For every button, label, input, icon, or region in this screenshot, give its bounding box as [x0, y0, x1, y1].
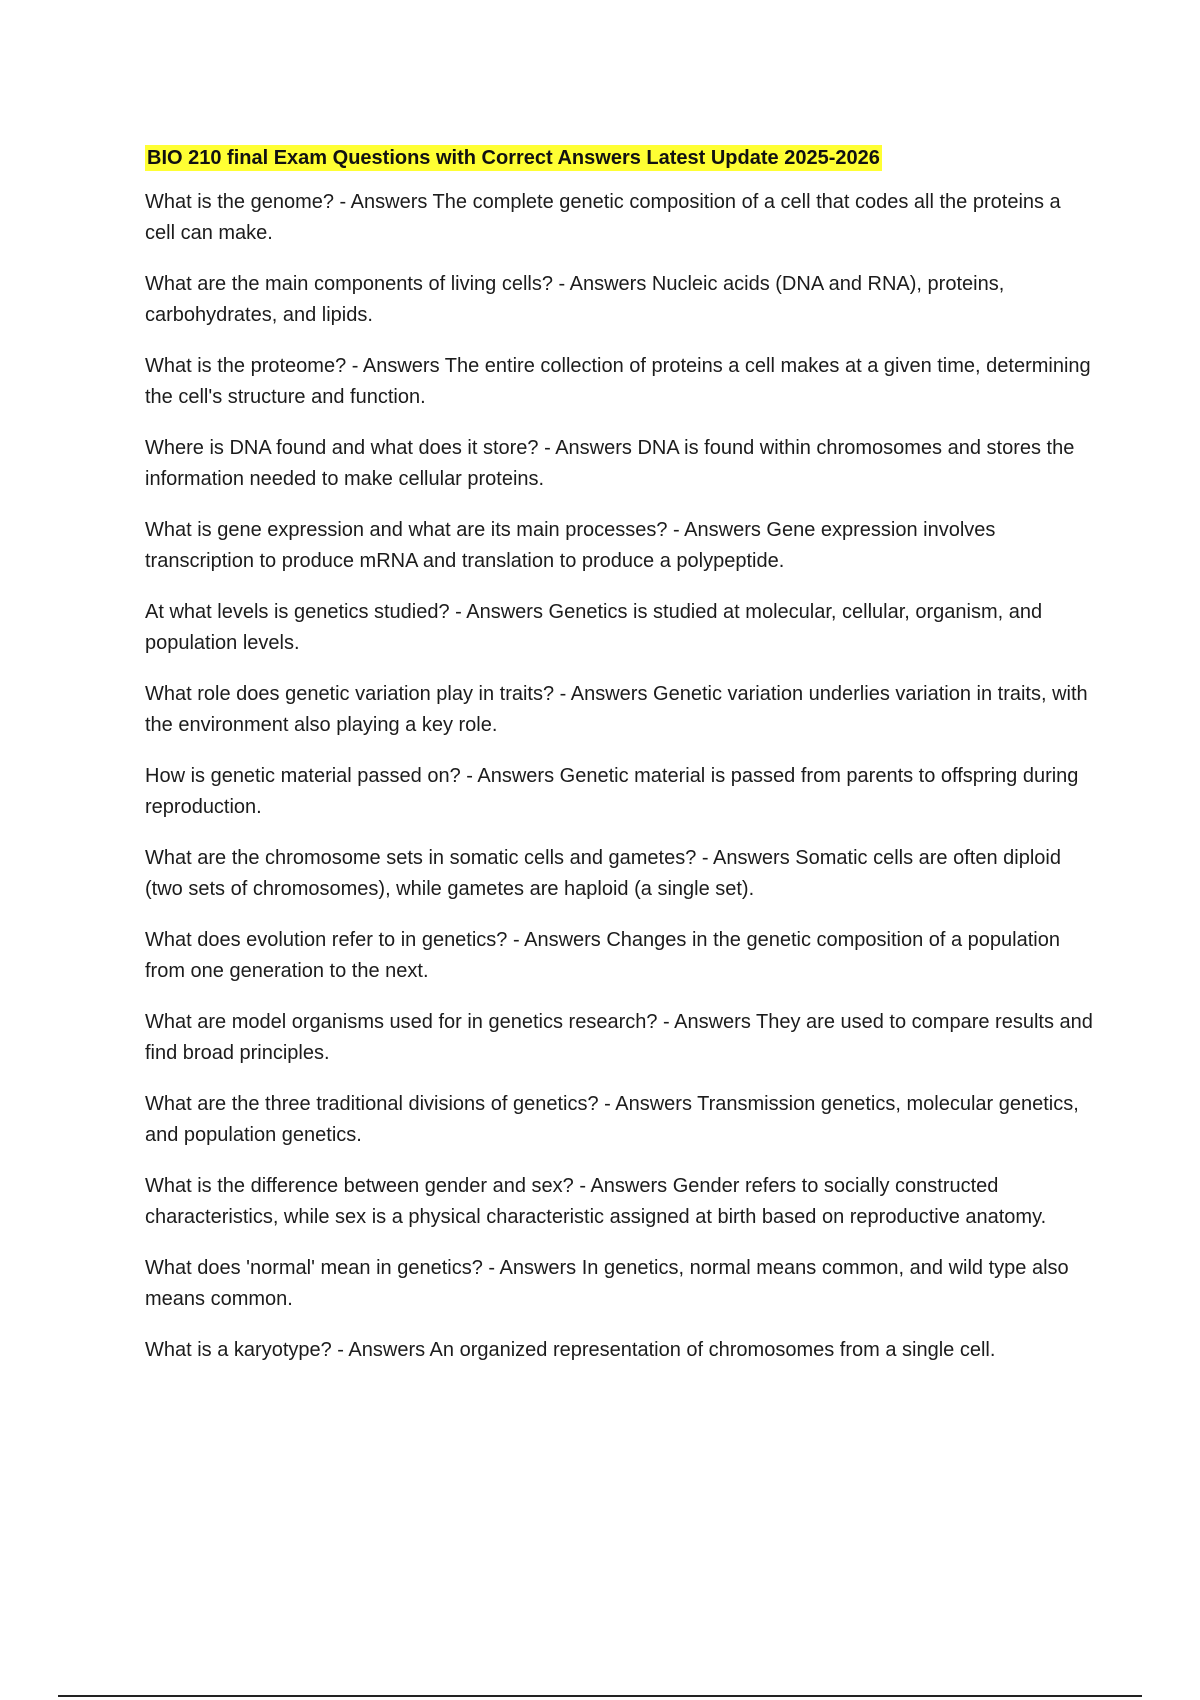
qa-item: What does evolution refer to in genetics? - Answers Changes in the genetic composition of a population from one generation to the next.	[145, 929, 1060, 982]
qa-item: What are model organisms used for in genetics research? - Answers They are used to compare results and find broad principles.	[145, 1011, 1093, 1064]
qa-item: At what levels is genetics studied? - Answers Genetics is studied at molecular, cellular, organism, and population levels.	[145, 601, 1043, 654]
footer-divider	[58, 1695, 1142, 1697]
qa-item: Where is DNA found and what does it store? - Answers DNA is found within chromosomes and stores the information needed to make cellular proteins.	[145, 437, 1075, 490]
qa-item: How is genetic material passed on? - Answers Genetic material is passed from parents to offspring during reproduction.	[145, 765, 1079, 818]
qa-item: What are the chromosome sets in somatic cells and gametes? - Answers Somatic cells are often diploid (two sets of chromosomes), while gametes are haploid (a single set).	[145, 847, 1061, 900]
qa-list	[145, 187, 1095, 1366]
qa-item: What is a karyotype? - Answers An organized representation of chromosomes from a single cell.	[145, 1339, 996, 1361]
qa-item: What is gene expression and what are its main processes? - Answers Gene expression involves transcription to produce mRNA and translation to produce a polypeptide.	[145, 519, 996, 572]
qa-item: What are the three traditional divisions of genetics? - Answers Transmission genetics, molecular genetics, and population genetics.	[145, 1093, 1079, 1146]
qa-item: What does 'normal' mean in genetics? - Answers In genetics, normal means common, and wild type also means common.	[145, 1257, 1069, 1310]
qa-item: What is the proteome? - Answers The entire collection of proteins a cell makes at a given time, determining the cell's structure and function.	[145, 355, 1091, 408]
qa-item: What role does genetic variation play in traits? - Answers Genetic variation underlies variation in traits, with the environment also playing a key role.	[145, 683, 1088, 736]
qa-item: What is the difference between gender and sex? - Answers Gender refers to socially constructed characteristics, while sex is a physical characteristic assigned at birth based on reproductive anatomy.	[145, 1175, 1047, 1228]
document-title: BIO 210 final Exam Questions with Correct Answers Latest Update 2025-2026	[147, 147, 880, 169]
qa-item: What is the genome? - Answers The complete genetic composition of a cell that codes all the proteins a cell can make.	[145, 191, 1061, 244]
document-body	[145, 145, 1095, 1386]
qa-item: What are the main components of living cells? - Answers Nucleic acids (DNA and RNA), proteins, carbohydrates, and lipids.	[145, 273, 1005, 326]
